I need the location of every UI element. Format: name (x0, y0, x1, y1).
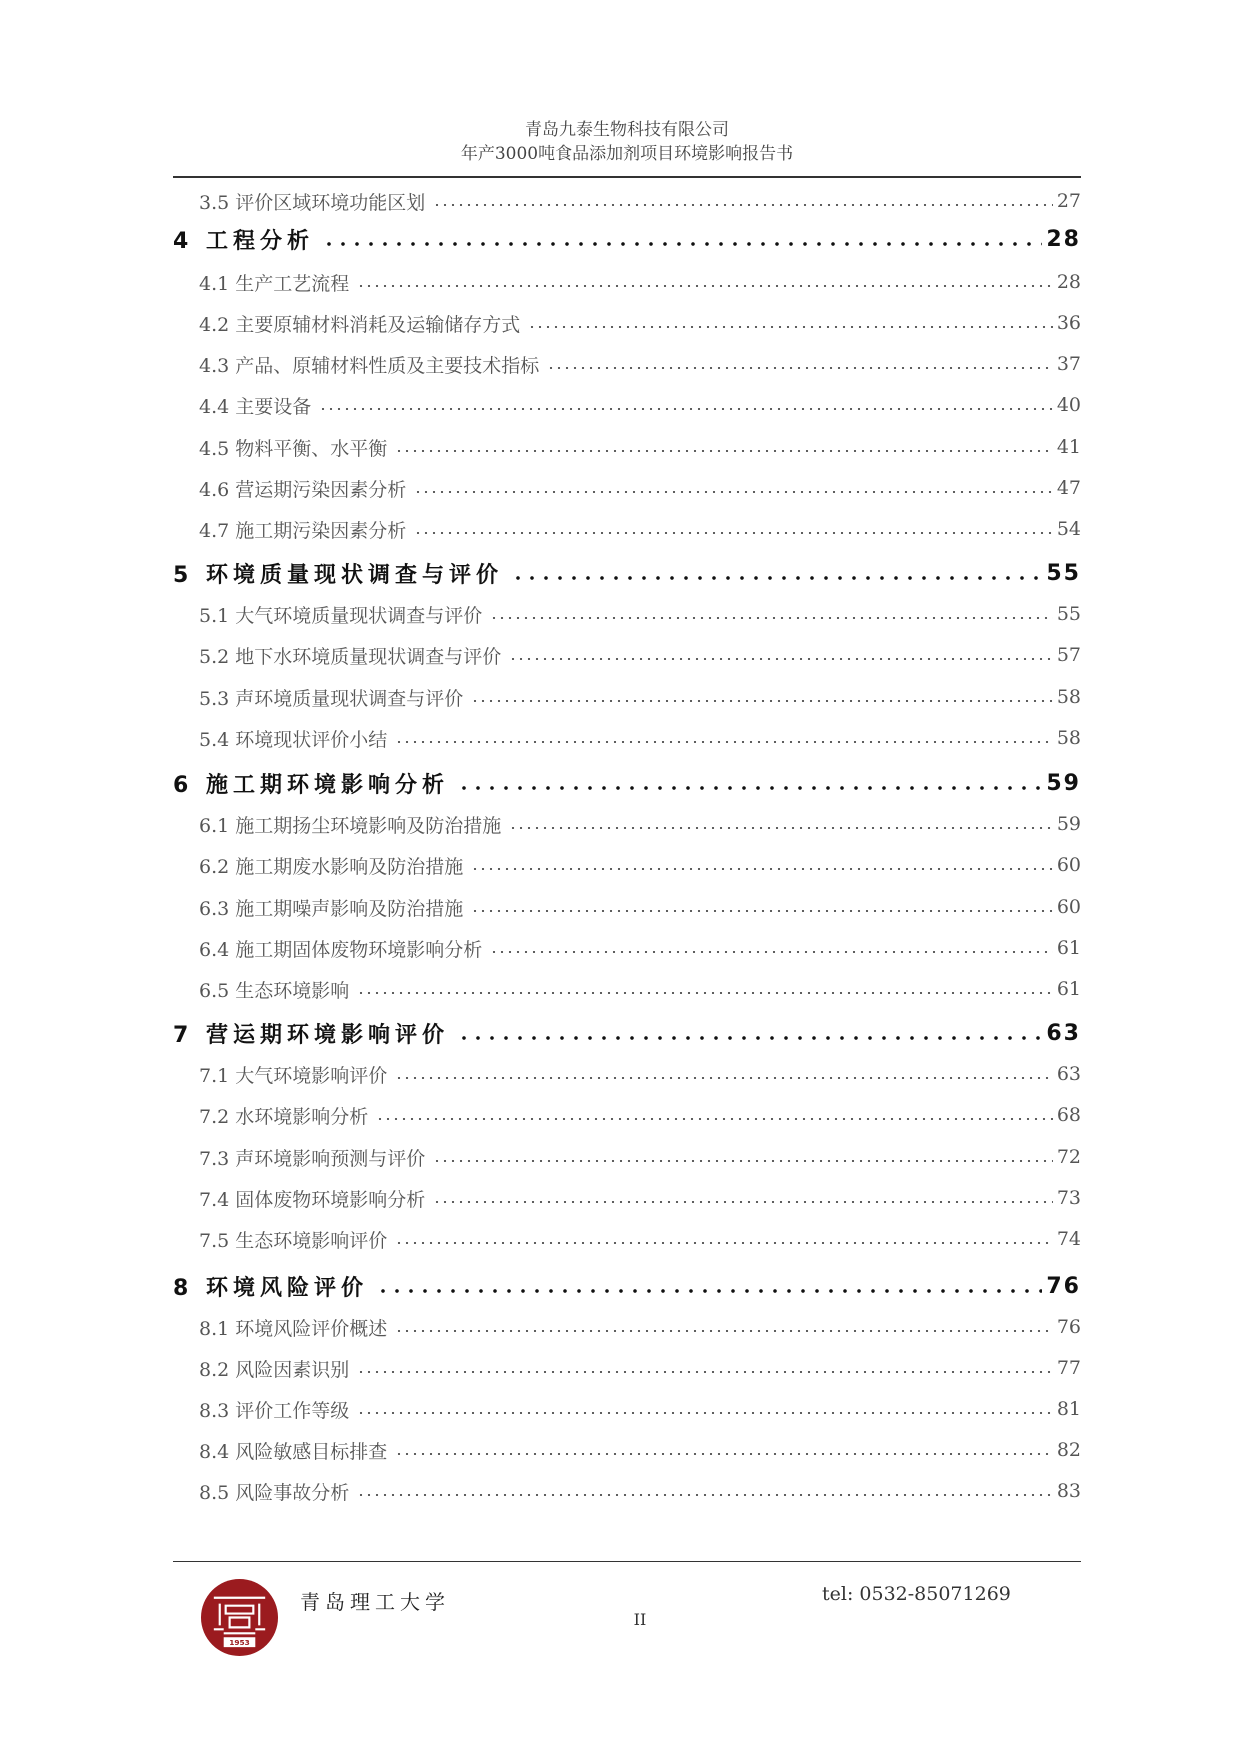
toc-entry-title: 7.1 大气环境影响评价 (199, 1064, 388, 1087)
toc-entry-title: 8.1 环境风险评价概述 (199, 1317, 388, 1340)
page-number: II (633, 1610, 647, 1629)
toc-entry-title: 4.2 主要原辅材料消耗及运输储存方式 (199, 313, 521, 336)
dot-leader (414, 491, 1053, 493)
toc-entry[interactable] (173, 184, 1081, 218)
toc-entry-title: 8 环境风险评价 (173, 1275, 368, 1301)
dot-leader (509, 658, 1053, 660)
dot-leader (357, 1412, 1053, 1414)
dot-leader (511, 576, 1042, 580)
toc-entry-title: 5 环境质量现状调查与评价 (173, 562, 503, 588)
toc-entry[interactable] (173, 1351, 1081, 1385)
toc-entry[interactable] (173, 1140, 1081, 1174)
toc-page-number: 82 (1056, 1439, 1081, 1461)
dot-leader (395, 741, 1053, 743)
toc-page-number: 60 (1056, 854, 1081, 876)
dot-leader (322, 242, 1042, 246)
dot-leader (357, 1371, 1053, 1373)
toc-page-number: 57 (1056, 644, 1081, 666)
dot-leader (457, 1036, 1042, 1040)
dot-leader (376, 1289, 1042, 1293)
dot-leader (395, 450, 1053, 452)
toc-entry-title: 4.7 施工期污染因素分析 (199, 519, 407, 542)
dot-leader (457, 786, 1042, 790)
toc-entry-title: 4.4 主要设备 (199, 395, 312, 418)
toc-entry-title: 6.3 施工期噪声影响及防治措施 (199, 897, 464, 920)
toc-page-number: 73 (1056, 1187, 1081, 1209)
dot-leader (395, 1077, 1053, 1079)
toc-entry-title: 7.3 声环境影响预测与评价 (199, 1147, 426, 1170)
toc-entry-title: 6 施工期环境影响分析 (173, 772, 449, 798)
toc-entry-title: 7 营运期环境影响评价 (173, 1022, 449, 1048)
dot-leader (471, 910, 1053, 912)
dot-leader (490, 951, 1053, 953)
toc-entry[interactable] (173, 1222, 1081, 1256)
toc-page-number: 59 (1046, 770, 1081, 796)
dot-leader (395, 1453, 1053, 1455)
toc-page-number: 55 (1046, 560, 1081, 586)
dot-leader (357, 1494, 1053, 1496)
dot-leader (471, 868, 1053, 870)
svg-text:1953: 1953 (229, 1638, 250, 1648)
toc-page-number: 61 (1056, 978, 1081, 1000)
toc-entry-title: 6.4 施工期固体废物环境影响分析 (199, 938, 483, 961)
toc-entry-title: 8.2 风险因素识别 (199, 1358, 350, 1381)
toc-page-number: 27 (1056, 190, 1081, 212)
toc-entry-title: 8.3 评价工作等级 (199, 1399, 350, 1422)
toc-chapter[interactable] (173, 1016, 1081, 1050)
telephone: tel: 0532-85071269 (822, 1583, 1011, 1605)
toc-entry-title: 8.4 风险敏感目标排查 (199, 1440, 388, 1463)
footer-rule (173, 1561, 1081, 1562)
dot-leader (433, 204, 1053, 206)
toc-entry[interactable] (173, 1098, 1081, 1132)
toc-entry-title: 7.5 生态环境影响评价 (199, 1229, 388, 1252)
toc-entry-title: 8.5 风险事故分析 (199, 1481, 350, 1504)
toc-page-number: 77 (1056, 1357, 1081, 1379)
toc-page-number: 72 (1056, 1146, 1081, 1168)
toc-entry-title: 4.6 营运期污染因素分析 (199, 478, 407, 501)
dot-leader (547, 367, 1053, 369)
toc-entry[interactable] (173, 1057, 1081, 1091)
toc-entry-title: 5.1 大气环境质量现状调查与评价 (199, 604, 483, 627)
toc-entry[interactable] (173, 388, 1081, 422)
toc-entry[interactable] (173, 430, 1081, 464)
header-rule (173, 176, 1081, 178)
toc-entry-title: 5.4 环境现状评价小结 (199, 728, 388, 751)
toc-page-number: 41 (1056, 436, 1081, 458)
toc-entry-title: 6.1 施工期扬尘环境影响及防治措施 (199, 814, 502, 837)
toc-entry[interactable] (173, 848, 1081, 882)
toc-page-number: 83 (1056, 1480, 1081, 1502)
toc-entry[interactable] (173, 306, 1081, 340)
toc-page-number: 76 (1046, 1273, 1081, 1299)
toc-entry-title: 4 工程分析 (173, 228, 314, 254)
toc-page-number: 47 (1056, 477, 1081, 499)
toc-page-number: 40 (1056, 394, 1081, 416)
toc-entry-title: 3.5 评价区域环境功能区划 (199, 191, 426, 214)
dot-leader (357, 285, 1053, 287)
toc-entry-title: 7.4 固体废物环境影响分析 (199, 1188, 426, 1211)
toc-entry[interactable] (173, 931, 1081, 965)
toc-page-number: 58 (1056, 727, 1081, 749)
dot-leader (376, 1118, 1053, 1120)
dot-leader (319, 408, 1053, 410)
university-name: 青岛理工大学 (300, 1590, 450, 1614)
toc-entry-title: 6.2 施工期废水影响及防治措施 (199, 855, 464, 878)
company-name: 青岛九泰生物科技有限公司 (525, 120, 729, 140)
dot-leader (395, 1330, 1053, 1332)
toc-entry[interactable] (173, 721, 1081, 755)
toc-entry-title: 4.1 生产工艺流程 (199, 272, 350, 295)
toc-page-number: 76 (1056, 1316, 1081, 1338)
toc-entry[interactable] (173, 265, 1081, 299)
toc-page-number: 61 (1056, 937, 1081, 959)
toc-entry[interactable] (173, 972, 1081, 1006)
toc-entry-title: 6.5 生态环境影响 (199, 979, 350, 1002)
dot-leader (357, 992, 1053, 994)
toc-page-number: 63 (1046, 1020, 1081, 1046)
dot-leader (433, 1160, 1053, 1162)
toc-entry[interactable] (173, 512, 1081, 546)
university-logo-icon (200, 1578, 279, 1657)
toc-chapter[interactable] (173, 556, 1081, 590)
dot-leader (509, 827, 1053, 829)
toc-entry[interactable] (173, 638, 1081, 672)
toc-chapter[interactable] (173, 766, 1081, 800)
toc-entry[interactable] (173, 1433, 1081, 1467)
toc-entry[interactable] (173, 597, 1081, 631)
toc-entry[interactable] (173, 1474, 1081, 1508)
toc-entry[interactable] (173, 1181, 1081, 1215)
toc-entry[interactable] (173, 471, 1081, 505)
dot-leader (395, 1242, 1053, 1244)
toc-entry-title: 4.3 产品、原辅材料性质及主要技术指标 (199, 354, 540, 377)
toc-page-number: 37 (1056, 353, 1081, 375)
toc-chapter[interactable] (173, 222, 1081, 256)
toc-page-number: 81 (1056, 1398, 1081, 1420)
toc-entry[interactable] (173, 347, 1081, 381)
toc-page-number: 60 (1056, 896, 1081, 918)
toc-page-number: 55 (1056, 603, 1081, 625)
toc-entry-title: 7.2 水环境影响分析 (199, 1105, 369, 1128)
dot-leader (471, 700, 1053, 702)
toc-entry[interactable] (173, 1310, 1081, 1344)
dot-leader (490, 617, 1053, 619)
toc-page-number: 68 (1056, 1104, 1081, 1126)
toc-entry[interactable] (173, 680, 1081, 714)
toc-page-number: 63 (1056, 1063, 1081, 1085)
toc-entry-title: 4.5 物料平衡、水平衡 (199, 437, 388, 460)
dot-leader (433, 1201, 1053, 1203)
toc-page-number: 36 (1056, 312, 1081, 334)
toc-chapter[interactable] (173, 1269, 1081, 1303)
toc-entry-title: 5.2 地下水环境质量现状调查与评价 (199, 645, 502, 668)
toc-page-number: 74 (1056, 1228, 1081, 1250)
toc-page-number: 54 (1056, 518, 1081, 540)
toc-entry[interactable] (173, 1392, 1081, 1426)
toc-entry[interactable] (173, 807, 1081, 841)
dot-leader (414, 532, 1053, 534)
page-header (173, 118, 1081, 166)
report-title: 年产3000吨食品添加剂项目环境影响报告书 (460, 144, 794, 164)
dot-leader (528, 326, 1053, 328)
toc-page-number: 28 (1046, 226, 1081, 252)
toc-page-number: 59 (1056, 813, 1081, 835)
toc-entry-title: 5.3 声环境质量现状调查与评价 (199, 687, 464, 710)
toc-page-number: 28 (1056, 271, 1081, 293)
toc-page-number: 58 (1056, 686, 1081, 708)
toc-entry[interactable] (173, 890, 1081, 924)
